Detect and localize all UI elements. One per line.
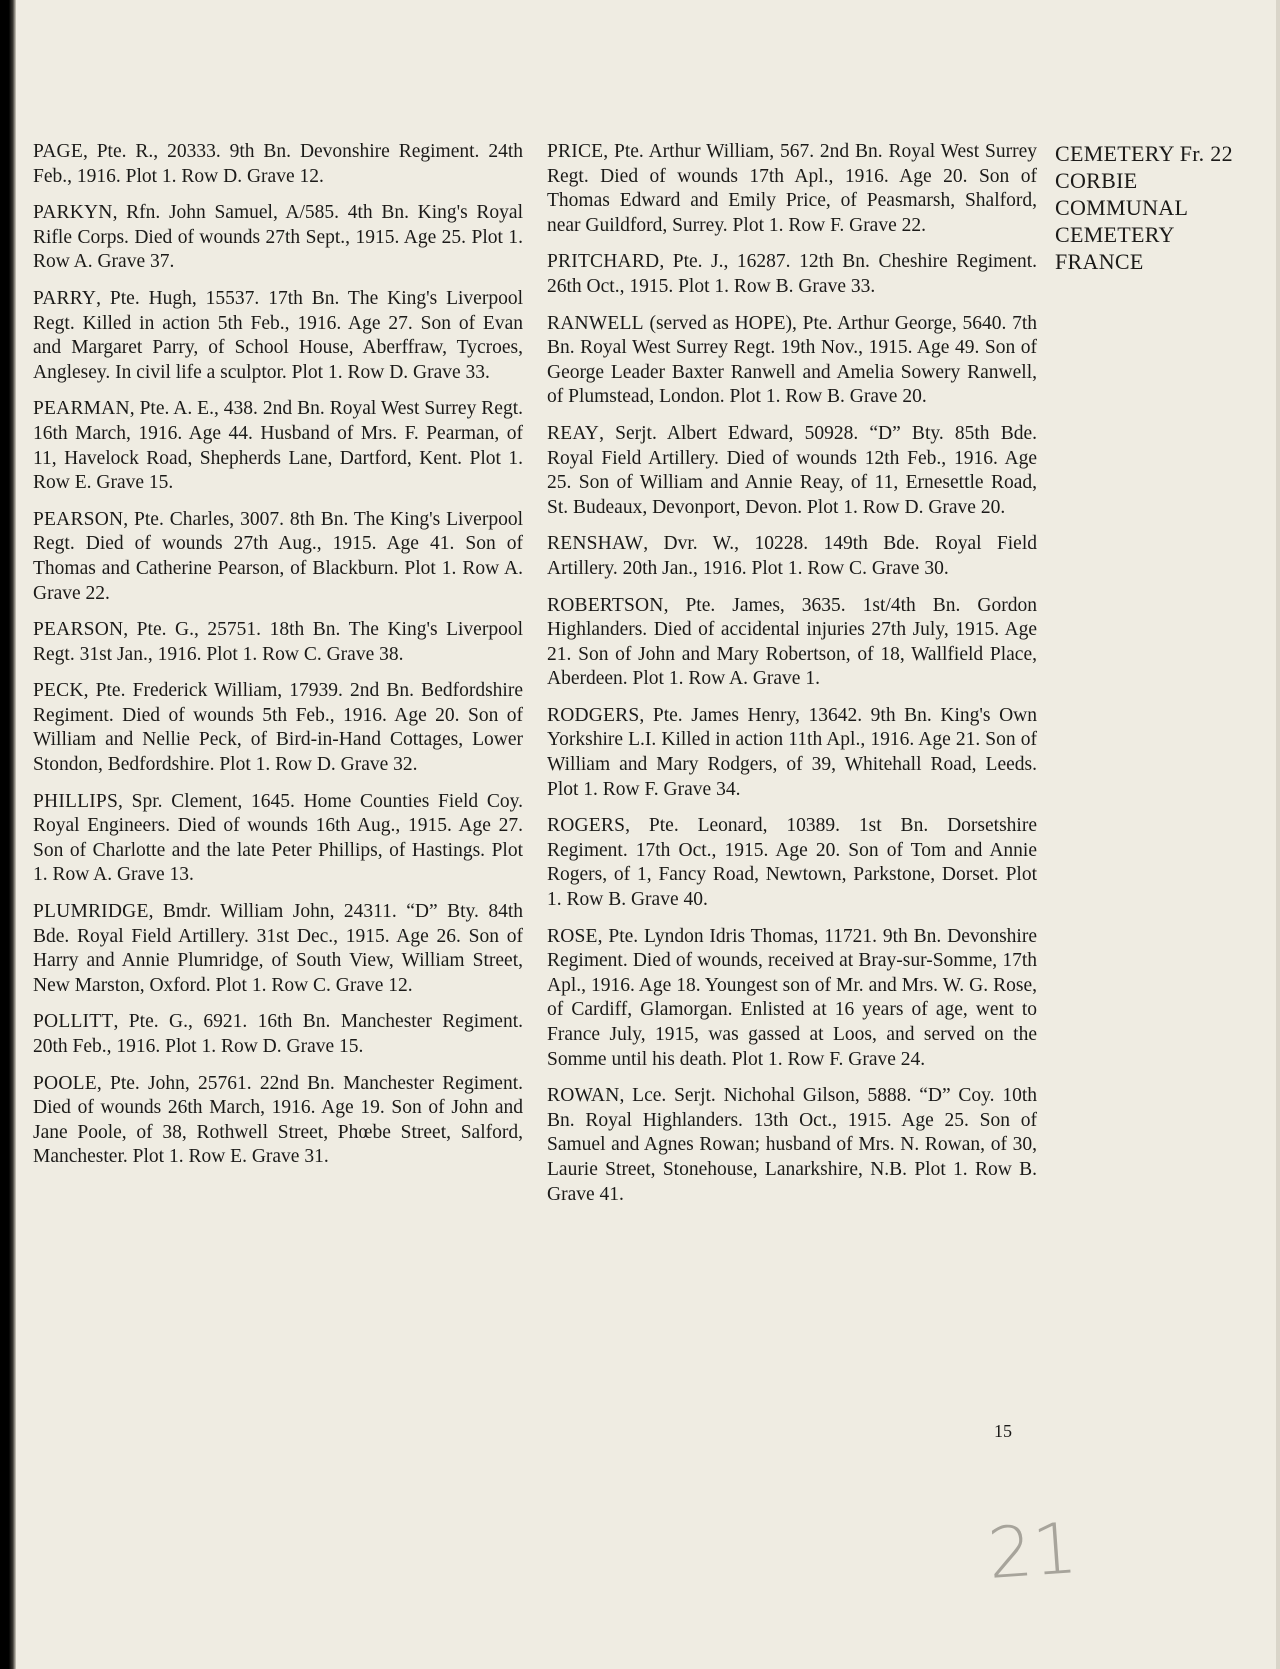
- entry-surname: PHILLIPS: [33, 790, 119, 812]
- entry-surname: PRITCHARD: [547, 251, 660, 273]
- left-column: [33, 140, 523, 1182]
- entry-surname: RANWELL: [547, 312, 644, 334]
- entry: [33, 618, 523, 667]
- entry-details: , Pte. James Henry, 13642. 9th Bn. King's Own Yorkshire L.I. Killed in action 11th Apl., 1916. Age 21. Son of William and Mary Rodgers, of 39, Whitehall Road, Leeds. Plot 1. Row F. Grave 34.: [547, 704, 1037, 800]
- entry-details: , Bmdr. William John, 24311. “D” Bty. 84th Bde. Royal Field Artillery. 31st Dec., 1915. Age 26. Son of Harry and Annie Plumridge, of South View, William Street, New Marston, Oxford. Plot 1. Row C. Grave 12.: [33, 901, 523, 996]
- cemetery-line: FRANCE: [1055, 249, 1144, 274]
- entry-details: , Pte. Leonard, 10389. 1st Bn. Dorsetshire Regiment. 17th Oct., 1915. Age 20. Son of Tom and Annie Rogers, of 1, Fancy Road, Newtown, Parkstone, Dorset. Plot 1. Row B. Grave 40.: [547, 815, 1037, 911]
- entry: [33, 397, 523, 495]
- entry-details: , Lce. Serjt. Nichohal Gilson, 5888. “D” Coy. 10th Bn. Royal Highlanders. 13th Oct., 1915. Age 25. Son of Samuel and Agnes Rowan; husband of Mrs. N. Rowan, of 30, Laurie Street, Stonehouse, Lanarkshire, N.B. Plot 1. Row B. Grave 41.: [547, 1085, 1037, 1205]
- entry-details: , Pte. Frederick William, 17939. 2nd Bn. Bedfordshire Regiment. Died of wounds 5th Feb., 1916. Age 20. Son of William and Nellie Peck, of Bird-in-Hand Cottages, Lower Stondon, Bedfordshire. Plot 1. Row D. Grave 32.: [33, 680, 523, 776]
- entry: [33, 679, 523, 777]
- middle-column: [547, 140, 1037, 1219]
- cemetery-line: CEMETERY Fr. 22: [1055, 141, 1233, 166]
- entry-details: , Pte. John, 25761. 22nd Bn. Manchester Regiment. Died of wounds 26th March, 1916. Age 19. Son of John and Jane Poole, of 38, Rothwell Street, Phœbe Street, Salford, Manchester. Plot 1. Row E. Grave 31.: [33, 1072, 523, 1168]
- entry: [547, 422, 1037, 520]
- entry-surname: PAGE: [33, 141, 83, 162]
- cemetery-line: CORBIE: [1055, 168, 1138, 193]
- entry-surname: ROBERTSON: [547, 594, 664, 616]
- entry: [33, 140, 523, 189]
- entry-surname: PEARMAN: [33, 398, 130, 420]
- entry-details: (served as HOPE), Pte. Arthur George, 5640. 7th Bn. Royal West Surrey Regt. 19th Nov., 1915. Age 49. Son of George Leader Baxter Ranwell and Amelia Sowery Ranwell, of Plumstead, London. Plot 1. Row B. Grave 20.: [547, 312, 1037, 408]
- entry: [33, 287, 523, 385]
- entry: [33, 1010, 523, 1059]
- entry-surname: RENSHAW: [547, 533, 644, 555]
- entry-details: , Dvr. W., 10228. 149th Bde. Royal Field Artillery. 20th Jan., 1916. Plot 1. Row C. Grave 30.: [547, 533, 1037, 579]
- entry: [547, 140, 1037, 238]
- entry-details: , Pte. James, 3635. 1st/4th Bn. Gordon Highlanders. Died of accidental injuries 27th July, 1915. Age 21. Son of John and Mary Robertson, of 18, Wallfield Place, Aberdeen. Plot 1. Row A. Grave 1.: [547, 594, 1037, 690]
- entry-details: , Pte. Charles, 3007. 8th Bn. The King's Liverpool Regt. Died of wounds 27th Aug., 1915. Age 41. Son of Thomas and Catherine Pearson, of Blackburn. Plot 1. Row A. Grave 22.: [33, 508, 523, 604]
- entry: [33, 1072, 523, 1170]
- entry: [547, 1084, 1037, 1207]
- entry-surname: RODGERS: [547, 704, 640, 726]
- handwritten-folio-number: 21: [985, 1506, 1080, 1596]
- entry: [547, 925, 1037, 1073]
- entry-surname: ROWAN: [547, 1085, 620, 1107]
- entry-surname: REAY: [547, 422, 600, 444]
- entry: [547, 250, 1037, 299]
- entry-surname: PEARSON: [33, 619, 124, 641]
- entry-details: , Pte. G., 25751. 18th Bn. The King's Liverpool Regt. 31st Jan., 1916. Plot 1. Row C. Grave 38.: [33, 619, 523, 665]
- entry-surname: POOLE: [33, 1072, 97, 1094]
- cemetery-line: CEMETERY: [1055, 222, 1175, 247]
- entry-surname: PARKYN: [33, 202, 113, 224]
- entry-details: , Pte. Arthur William, 567. 2nd Bn. Royal West Surrey Regt. Died of wounds 17th Apl., 1916. Age 20. Son of Thomas Edward and Emily Price, of Peasmarsh, Shalford, near Guildford, Surrey. Plot 1. Row F. Grave 22.: [547, 141, 1037, 236]
- entry: [547, 532, 1037, 581]
- entry: [547, 312, 1037, 410]
- entry: [33, 900, 523, 998]
- entry-details: , Pte. Lyndon Idris Thomas, 11721. 9th Bn. Devonshire Regiment. Died of wounds, received at Bray-sur-Somme, 17th Apl., 1916. Age 18. Youngest son of Mr. and Mrs. W. G. Rose, of Cardiff, Glamorgan. Enlisted at 16 years of age, went to France July, 1915, was gassed at Loos, and served on the Somme until his death. Plot 1. Row F. Grave 24.: [547, 925, 1037, 1070]
- entry-surname: ROSE: [547, 925, 598, 947]
- entry-details: , Spr. Clement, 1645. Home Counties Field Coy. Royal Engineers. Died of wounds 16th Aug., 1915. Age 27. Son of Charlotte and the late Peter Phillips, of Hastings. Plot 1. Row A. Grave 13.: [33, 790, 523, 886]
- entry-details: , Pte. A. E., 438. 2nd Bn. Royal West Surrey Regt. 16th March, 1916. Age 44. Husband of Mrs. F. Pearman, of 11, Havelock Road, Shepherds Lane, Dartford, Kent. Plot 1. Row E. Grave 15.: [33, 398, 523, 494]
- entry-surname: PARRY: [33, 287, 97, 309]
- entry: [547, 704, 1037, 802]
- entry-details: , Pte. Hugh, 15537. 17th Bn. The King's Liverpool Regt. Killed in action 5th Feb., 1916. Age 27. Son of Evan and Margaret Parry, of School House, Aberffraw, Tycroes, Anglesey. In civil life a sculptor. Plot 1. Row D. Grave 33.: [33, 287, 523, 383]
- entry: [33, 790, 523, 888]
- entry-details: , Pte. G., 6921. 16th Bn. Manchester Regiment. 20th Feb., 1916. Plot 1. Row D. Grave 15.: [33, 1011, 523, 1057]
- entry-surname: PRICE: [547, 141, 604, 162]
- entry-surname: PEARSON: [33, 508, 124, 530]
- entry-surname: PLUMRIDGE: [33, 901, 149, 923]
- cemetery-heading: [1055, 140, 1233, 275]
- entry-details: , Pte. J., 16287. 12th Bn. Cheshire Regiment. 26th Oct., 1915. Plot 1. Row B. Grave 33.: [547, 251, 1037, 297]
- entry: [33, 201, 523, 275]
- entry-details: , Pte. R., 20333. 9th Bn. Devonshire Regiment. 24th Feb., 1916. Plot 1. Row D. Grave 12.: [33, 141, 523, 187]
- page-number: 15: [994, 1421, 1012, 1441]
- entry-details: , Rfn. John Samuel, A/585. 4th Bn. King's Royal Rifle Corps. Died of wounds 27th Sept., 1915. Age 25. Plot 1. Row A. Grave 37.: [33, 202, 523, 273]
- entry-surname: POLLITT: [33, 1011, 114, 1033]
- entry: [547, 594, 1037, 692]
- entry: [547, 814, 1037, 912]
- entry: [33, 508, 523, 606]
- entry-surname: PECK: [33, 680, 84, 702]
- cemetery-line: COMMUNAL: [1055, 195, 1189, 220]
- entry-surname: ROGERS: [547, 815, 626, 837]
- entry-details: , Serjt. Albert Edward, 50928. “D” Bty. 85th Bde. Royal Field Artillery. Died of wounds 12th Feb., 1916. Age 25. Son of William and Annie Reay, of 11, Ernesettle Road, St. Budeaux, Devonport, Devon. Plot 1. Row D. Grave 20.: [547, 422, 1037, 518]
